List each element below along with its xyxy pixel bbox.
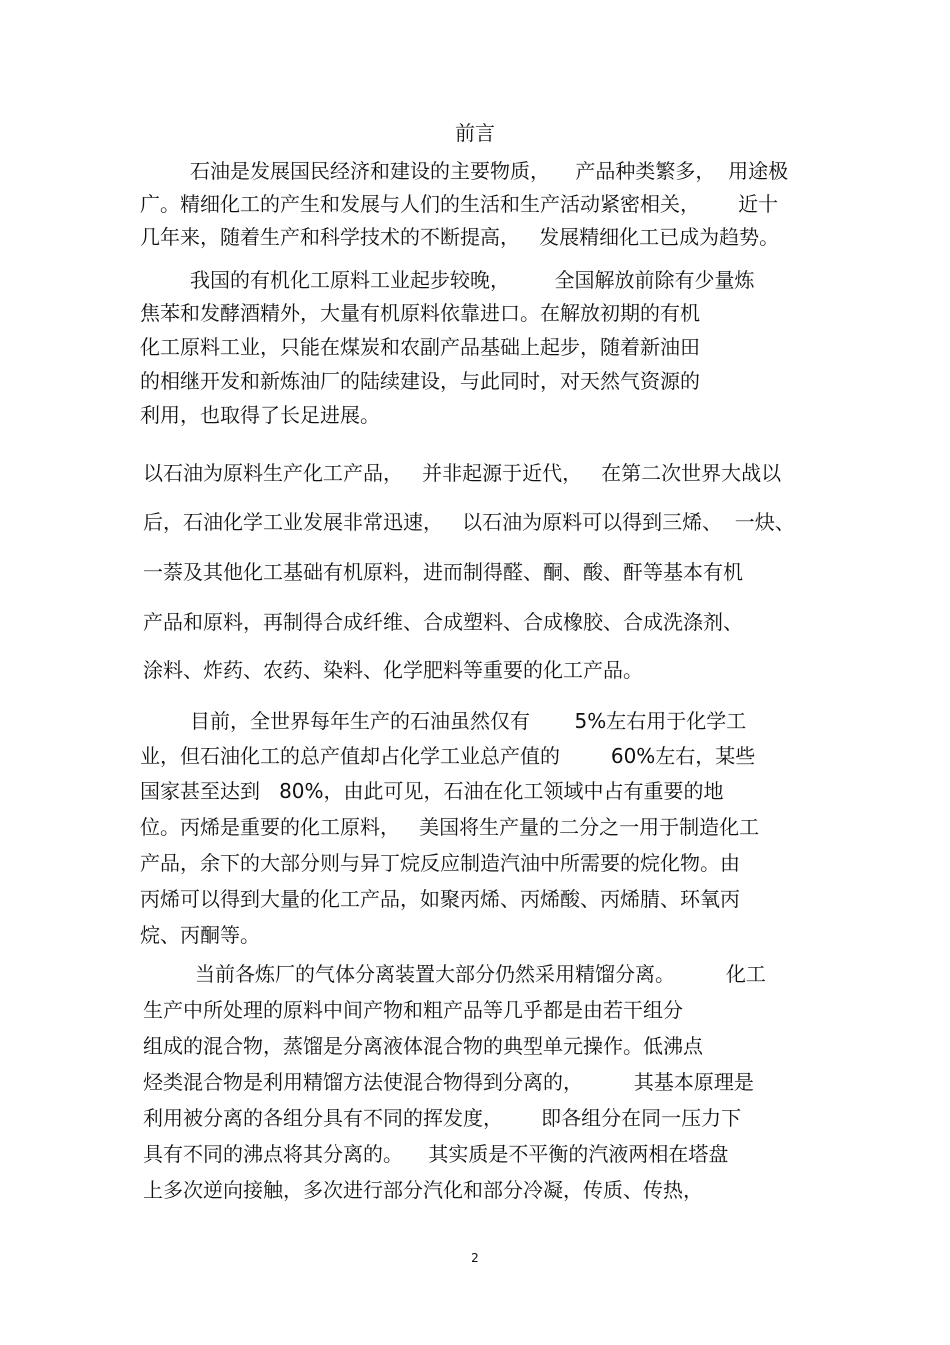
paragraph-2-line-5: 利用，也取得了长足进展。	[140, 403, 380, 427]
paragraph-3-line-3: 一萘及其他化工基础有机原料，进而制得醛、酮、酸、酐等基本有机	[143, 560, 743, 584]
paragraph-5-line-5: 利用被分离的各组分具有不同的挥发度， 即各组分在同一压力下	[143, 1106, 742, 1130]
paragraph-4-line-7: 烷、丙酮等。	[140, 923, 260, 947]
paragraph-5-line-1: 当前各炼厂的气体分离装置大部分仍然采用精馏分离。 化工	[195, 962, 766, 986]
paragraph-5-line-7: 上多次逆向接触，多次进行部分汽化和部分冷凝，传质、传热，	[143, 1178, 703, 1202]
paragraph-4-line-4: 位。丙烯是重要的化工原料， 美国将生产量的二分之一用于制造化工	[140, 815, 760, 839]
paragraph-5-line-4: 烃类混合物是利用精馏方法使混合物得到分离的， 其基本原理是	[143, 1070, 754, 1094]
paragraph-1-line-2: 广。精细化工的产生和发展与人们的生活和生产活动紧密相关， 近十	[140, 192, 779, 216]
paragraph-4-line-1: 目前，全世界每年生产的石油虽然仅有 5%左右用于化学工	[190, 709, 747, 733]
paragraph-4-line-3: 国家甚至达到 80%，由此可见，石油在化工领域中占有重要的地	[140, 779, 724, 803]
paragraph-3-line-1: 以石油为原料生产化工产品， 并非起源于近代， 在第二次世界大战以	[143, 461, 782, 485]
page-number: 2	[471, 1251, 479, 1265]
paragraph-3-line-4: 产品和原料，再制得合成纤维、合成塑料、合成橡胶、合成洗涤剂、	[143, 610, 743, 634]
paragraph-2-line-2: 焦苯和发酵酒精外，大量有机原料依靠进口。在解放初期的有机	[140, 301, 700, 325]
page-title: 前言	[455, 121, 495, 145]
paragraph-1-line-3: 几年来，随着生产和科学技术的不断提高， 发展精细化工已成为趋势。	[140, 225, 780, 249]
paragraph-2-line-4: 的相继开发和新炼油厂的陆续建设，与此同时，对天然气资源的	[140, 369, 700, 393]
paragraph-3-line-5: 涂料、炸药、农药、染料、化学肥料等重要的化工产品。	[143, 658, 643, 682]
paragraph-4-line-5: 产品，余下的大部分则与异丁烷反应制造汽油中所需要的烷化物。由	[140, 851, 740, 875]
paragraph-5-line-2: 生产中所处理的原料中间产物和粗产品等几乎都是由若干组分	[143, 998, 683, 1022]
paragraph-4-line-6: 丙烯可以得到大量的化工产品，如聚丙烯、丙烯酸、丙烯腈、环氧丙	[140, 887, 740, 911]
paragraph-3-line-2: 后，石油化学工业发展非常迅速， 以石油为原料可以得到三烯、 一炔、	[143, 510, 795, 534]
paragraph-5-line-3: 组成的混合物，蒸馏是分离液体混合物的典型单元操作。低沸点	[143, 1034, 703, 1058]
paragraph-2-line-3: 化工原料工业，只能在煤炭和农副产品基础上起步，随着新油田	[140, 335, 700, 359]
paragraph-5-line-6: 具有不同的沸点将其分离的。 其实质是不平衡的汽液两相在塔盘	[143, 1142, 729, 1166]
paragraph-4-line-2: 业，但石油化工的总产值却占化学工业总产值的 60%左右，某些	[140, 744, 756, 768]
paragraph-1-line-1: 石油是发展国民经济和建设的主要物质， 产品种类繁多， 用途极	[190, 159, 789, 183]
paragraph-2-line-1: 我国的有机化工原料工业起步较晚， 全国解放前除有少量炼	[190, 268, 755, 292]
